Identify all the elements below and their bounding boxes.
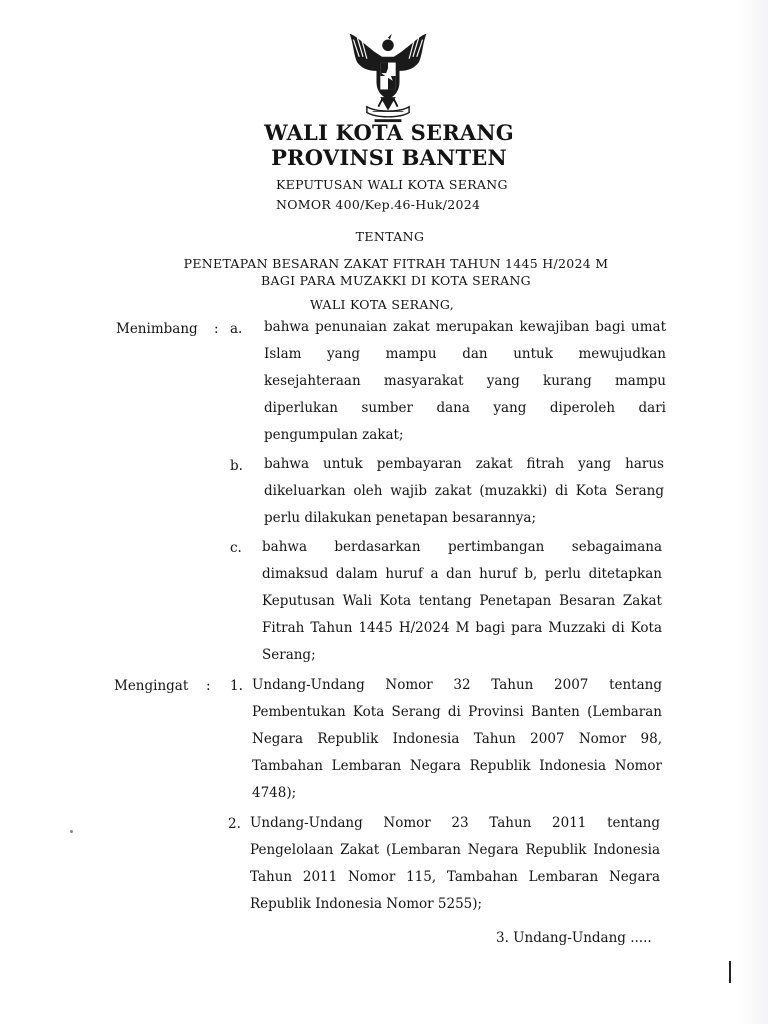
text-line: Keputusan Wali Kota tentang Penetapan Besaran Zakat xyxy=(262,593,662,609)
decree-title: KEPUTUSAN WALI KOTA SERANG xyxy=(276,177,508,192)
text-line: perlu dilakukan penetapan besarannya; xyxy=(264,510,536,526)
text-line: Islam yang mampu dan untuk mewujudkan xyxy=(264,346,666,362)
menimbang-label: Menimbang xyxy=(116,321,198,337)
decree-number: NOMOR 400/Kep.46-Huk/2024 xyxy=(276,197,481,212)
mengingat-colon: : xyxy=(206,678,211,694)
text-line: Fitrah Tahun 1445 H/2024 M bagi para Muzzaki di Kota xyxy=(262,620,662,636)
page-edge-shade xyxy=(738,0,768,1024)
menimbang-a-marker: a. xyxy=(230,321,243,337)
text-line: Tahun 2011 Nomor 115, Tambahan Lembaran Negara xyxy=(250,869,660,885)
text-line: Negara Republik Indonesia Tahun 2007 Nomor 98, xyxy=(252,731,662,747)
decree-about: TENTANG xyxy=(355,229,425,244)
text-line: bahwa untuk pembayaran zakat fitrah yang harus xyxy=(264,456,664,472)
decree-authority: WALI KOTA SERANG, xyxy=(310,297,455,312)
menimbang-c-marker: c. xyxy=(230,540,242,556)
decree-subject-line1: PENETAPAN BESARAN ZAKAT FITRAH TAHUN 1445 H/2024 M xyxy=(183,256,609,271)
mengingat-label: Mengingat xyxy=(114,678,189,694)
text-line: Serang; xyxy=(262,647,316,663)
scan-speck xyxy=(70,830,73,833)
text-line: bahwa penunaian zakat merupakan kewajiban bagi umat xyxy=(264,319,666,335)
text-line: diperlukan sumber dana yang diperoleh dari xyxy=(264,400,666,416)
text-line: dikeluarkan oleh wajib zakat (muzakki) di Kota Serang xyxy=(264,483,664,499)
menimbang-c-text xyxy=(262,534,662,669)
mengingat-2-marker: 2. xyxy=(228,816,241,832)
scan-mark xyxy=(729,961,731,983)
text-line: Tambahan Lembaran Negara Republik Indonesia Nomor xyxy=(252,758,662,774)
garuda-emblem-icon xyxy=(340,28,436,124)
issuer-province: PROVINSI BANTEN xyxy=(271,145,507,170)
text-line: Pengelolaan Zakat (Lembaran Negara Republik Indonesia xyxy=(250,842,660,858)
decree-subject-line2: BAGI PARA MUZAKKI DI KOTA SERANG xyxy=(261,273,531,288)
text-line: Republik Indonesia Nomor 5255); xyxy=(250,896,483,912)
mengingat-2-text xyxy=(250,810,660,918)
mengingat-1-marker: 1. xyxy=(230,678,243,694)
menimbang-b-text xyxy=(264,451,664,532)
menimbang-a-text xyxy=(264,314,666,449)
text-line: bahwa berdasarkan pertimbangan sebagaimana xyxy=(262,539,662,555)
text-line: Undang-Undang Nomor 23 Tahun 2011 tentang xyxy=(250,815,660,831)
menimbang-b-marker: b. xyxy=(230,458,243,474)
menimbang-colon: : xyxy=(214,321,219,337)
text-line: Undang-Undang Nomor 32 Tahun 2007 tentang xyxy=(252,677,662,693)
text-line: Pembentukan Kota Serang di Provinsi Banten (Lembaran xyxy=(252,704,662,720)
mengingat-1-text xyxy=(252,672,662,807)
text-line: 4748); xyxy=(252,785,297,801)
text-line: kesejahteraan masyarakat yang kurang mampu xyxy=(264,373,666,389)
text-line: pengumpulan zakat; xyxy=(264,427,404,443)
issuer-title: WALI KOTA SERANG xyxy=(264,120,514,145)
text-line: dimaksud dalam huruf a dan huruf b, perlu ditetapkan xyxy=(262,566,662,582)
page-continuation: 3. Undang-Undang ..... xyxy=(496,930,652,946)
